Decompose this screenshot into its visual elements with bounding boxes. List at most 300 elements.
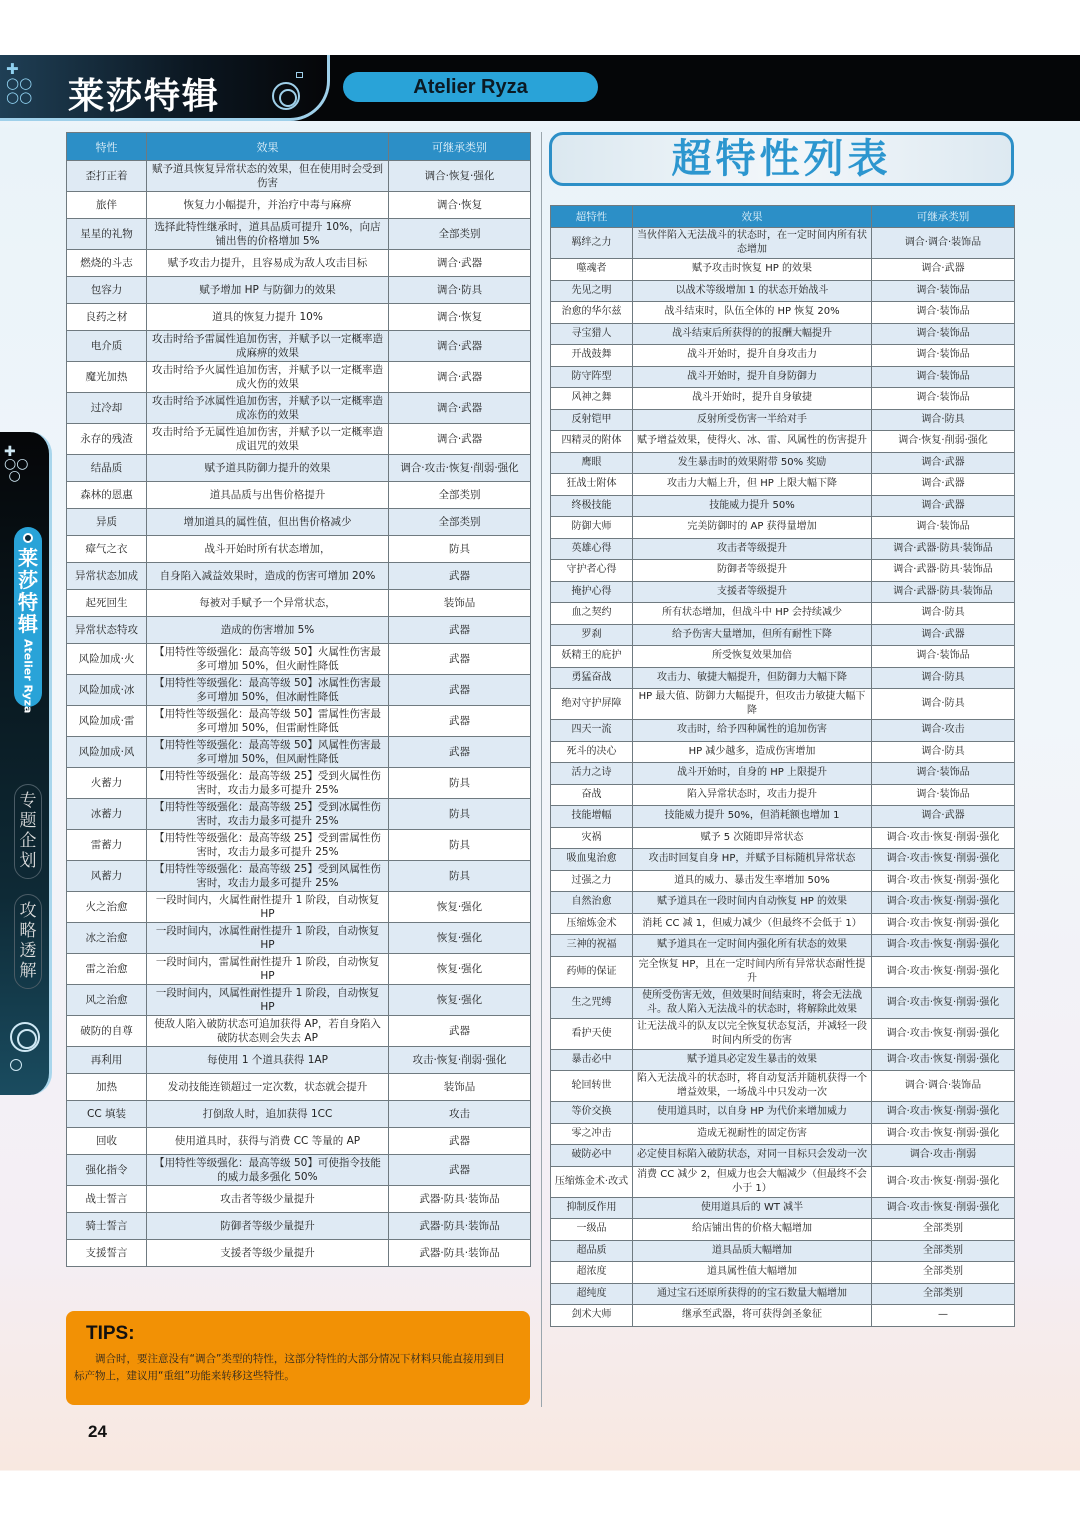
table-row [551, 581, 1015, 603]
gamepad-dots-icon: ✚ ○○ ○○ [6, 60, 33, 106]
table-row [551, 452, 1015, 474]
trait-category: 恢复·强化 [389, 923, 531, 954]
table-row [551, 280, 1015, 302]
trait-category: 调合·武器 [872, 624, 1015, 646]
super-traits-banner [549, 132, 1014, 186]
trait-name: 森林的恩惠 [67, 482, 147, 509]
trait-effect: 所受恢复效果加倍 [633, 646, 872, 668]
trait-category: 武器 [389, 1155, 531, 1186]
table-row [551, 892, 1015, 914]
table-row [551, 646, 1015, 668]
trait-category: 武器 [389, 737, 531, 768]
trait-category: 调合·装饰品 [872, 302, 1015, 324]
table-row [551, 1018, 1015, 1049]
trait-category: 全部类别 [872, 1283, 1015, 1305]
trait-name: 鹰眼 [551, 452, 633, 474]
trait-category: 武器 [389, 675, 531, 706]
table-row [67, 799, 531, 830]
sidebar-tab-guide[interactable]: 攻略透解 [14, 894, 42, 989]
table-row [551, 474, 1015, 496]
trait-category: 调合·攻击·恢复·削弱·强化 [872, 1049, 1015, 1071]
header-effect: 效果 [147, 133, 389, 161]
traits-table [66, 132, 531, 1267]
page-number: 24 [88, 1422, 107, 1441]
table-row [551, 1240, 1015, 1262]
table-row [551, 517, 1015, 539]
table-row [67, 277, 531, 304]
trait-category: 调合·攻击·恢复·削弱·强化 [872, 849, 1015, 871]
trait-effect: 赋予道具在一段时间内自动恢复 HP 的效果 [633, 892, 872, 914]
table-row [551, 624, 1015, 646]
table-row [551, 935, 1015, 957]
trait-name: 异质 [67, 509, 147, 536]
trait-name: 超浓度 [551, 1262, 633, 1284]
trait-effect: 【用特性等级强化：最高等级 50】可使指令技能的威力最多强化 50% [147, 1155, 389, 1186]
trait-effect: 攻击时给予冰属性追加伤害，并赋予以一定概率造成冻伤的效果 [147, 393, 389, 424]
trait-effect: 道具属性值大幅增加 [633, 1262, 872, 1284]
table-row [551, 1145, 1015, 1167]
table-row [551, 784, 1015, 806]
table-row [551, 538, 1015, 560]
trait-category: 调合·攻击·恢复·削弱·强化 [872, 1123, 1015, 1145]
table-row [551, 913, 1015, 935]
column-divider [541, 132, 542, 1407]
trait-name: 四天一流 [551, 720, 633, 742]
trait-name: 强化指令 [67, 1155, 147, 1186]
table-row [67, 250, 531, 277]
trait-name: 破防的自尊 [67, 1016, 147, 1047]
table-row [551, 987, 1015, 1018]
trait-name: 四精灵的附体 [551, 431, 633, 453]
trait-category: 调合·防具 [389, 277, 531, 304]
trait-effect: 一段时间内，火属性耐性提升 1 阶段，自动恢复 HP [147, 892, 389, 923]
trait-category: 装饰品 [389, 1074, 531, 1101]
trait-effect: 攻击者等级少量提升 [147, 1186, 389, 1213]
trait-category: 调合·攻击·恢复·削弱·强化 [872, 870, 1015, 892]
trait-category: 调合·恢复 [389, 304, 531, 331]
sidebar [0, 432, 52, 1095]
trait-effect: 战斗开始时，提升自身敏捷 [633, 388, 872, 410]
trait-effect: 赋予增加 HP 与防御力的效果 [147, 277, 389, 304]
trait-name: 战士誓言 [67, 1186, 147, 1213]
trait-category: 调合·恢复 [389, 192, 531, 219]
trait-effect: 使用道具时，获得与消费 CC 等量的 AP [147, 1128, 389, 1155]
trait-effect: 造成无视耐性的固定伤害 [633, 1123, 872, 1145]
table-row [551, 806, 1015, 828]
trait-effect: 防御者等级提升 [633, 560, 872, 582]
trait-effect: 战斗开始时，提升自身防御力 [633, 366, 872, 388]
tips-text: 调合时，要注意没有“调合”类型的特性，这部分特性的大部分情况下材料只能直接用到目标产物上，建议用“重组”功能来转移这些特性。 [74, 1353, 505, 1382]
trait-category: 调合·防具 [872, 667, 1015, 689]
trait-name: 治愈的华尔兹 [551, 302, 633, 324]
trait-name: 先见之明 [551, 280, 633, 302]
sidebar-tab-title-text: 莱 莎 特 辑 [18, 546, 38, 636]
trait-effect: 继承至武器，将可获得剑圣象征 [633, 1305, 872, 1327]
trait-effect: 【用特性等级强化：最高等级 50】火属性伤害最多可增加 50%，但火耐性降低 [147, 644, 389, 675]
trait-name: 超品质 [551, 1240, 633, 1262]
table-row [67, 768, 531, 799]
trait-category: 调合·武器 [389, 362, 531, 393]
table-row [551, 1123, 1015, 1145]
sidebar-tab-feature[interactable]: 专题企划 [14, 784, 42, 879]
trait-name: 噬魂者 [551, 259, 633, 281]
trait-name: 妖精王的庇护 [551, 646, 633, 668]
trait-name: 火蓄力 [67, 768, 147, 799]
trait-category: 武器 [389, 706, 531, 737]
banner-title: 超特性列表 [671, 136, 892, 182]
trait-effect: 陷入无法战斗的状态时，将自动复活并随机获得一个增益效果，一场战斗中只发动一次 [633, 1071, 872, 1102]
trait-name: 风蓄力 [67, 861, 147, 892]
trait-effect: 增加道具的属性值，但出售价格减少 [147, 509, 389, 536]
trait-category: 调合·防具 [872, 409, 1015, 431]
trait-category: 装饰品 [389, 590, 531, 617]
trait-effect: 消费 CC 减少 2，但威力也会大幅减少（但最终不会小于 1） [633, 1166, 872, 1197]
trait-effect: 道具的威力、暴击发生率增加 50% [633, 870, 872, 892]
trait-effect: 一段时间内，风属性耐性提升 1 阶段，自动恢复 HP [147, 985, 389, 1016]
table-row [67, 1047, 531, 1074]
trait-name: 魔光加热 [67, 362, 147, 393]
trait-effect: 【用特性等级强化：最高等级 50】风属性伤害最多可增加 50%，但风耐性降低 [147, 737, 389, 768]
trait-effect: 攻击时回复自身 HP，并赋予目标随机异常状态 [633, 849, 872, 871]
trait-effect: 赋予道具必定发生暴击的效果 [633, 1049, 872, 1071]
trait-name: 歪打正着 [67, 161, 147, 192]
trait-name: 瘴气之衣 [67, 536, 147, 563]
trait-category: — [872, 1305, 1015, 1327]
header-trait: 特性 [67, 133, 147, 161]
trait-effect: 【用特性等级强化：最高等级 25】受到火属性伤害时，攻击力最多可提升 25% [147, 768, 389, 799]
table-row [67, 219, 531, 250]
trait-category: 调合·攻击·恢复·削弱·强化 [872, 987, 1015, 1018]
trait-name: 加热 [67, 1074, 147, 1101]
table-header-row [551, 206, 1015, 228]
trait-category: 调合·防具 [872, 603, 1015, 625]
trait-effect: 选择此特性继承时，道具品质可提升 10%，向店铺出售的价格增加 5% [147, 219, 389, 250]
trait-category: 防具 [389, 830, 531, 861]
table-row [67, 393, 531, 424]
circle-icon [10, 1059, 22, 1071]
trait-name: 异常状态特攻 [67, 617, 147, 644]
trait-name: 过强之力 [551, 870, 633, 892]
table-row [551, 323, 1015, 345]
trait-effect: 攻击时给予火属性追加伤害，并赋予以一定概率造成火伤的效果 [147, 362, 389, 393]
trait-name: 自然治愈 [551, 892, 633, 914]
trait-effect: 当伙伴陷入无法战斗的状态时，在一定时间内所有状态增加 [633, 228, 872, 259]
trait-category: 调合·装饰品 [872, 366, 1015, 388]
trait-category: 攻击·恢复·削弱·强化 [389, 1047, 531, 1074]
table-row [551, 345, 1015, 367]
trait-name: 吸血鬼治愈 [551, 849, 633, 871]
trait-category: 武器·防具·装饰品 [389, 1240, 531, 1267]
table-row [67, 161, 531, 192]
table-row [67, 892, 531, 923]
table-row [67, 1101, 531, 1128]
table-row [551, 366, 1015, 388]
trait-effect: 恢复力小幅提升，并治疗中毒与麻痹 [147, 192, 389, 219]
trait-name: 血之契约 [551, 603, 633, 625]
trait-name: 防御大师 [551, 517, 633, 539]
trait-category: 调合·攻击·恢复·削弱·强化 [872, 956, 1015, 987]
table-row [551, 1166, 1015, 1197]
table-row [67, 482, 531, 509]
trait-name: 狂战士附体 [551, 474, 633, 496]
trait-category: 武器·防具·装饰品 [389, 1213, 531, 1240]
trait-name: 暴击必中 [551, 1049, 633, 1071]
table-row [67, 985, 531, 1016]
header-effect: 效果 [633, 206, 872, 228]
trait-category: 武器 [389, 1016, 531, 1047]
table-row [551, 849, 1015, 871]
trait-effect: 道具品质与出售价格提升 [147, 482, 389, 509]
trait-category: 调合·装饰品 [872, 784, 1015, 806]
trait-name: 灾祸 [551, 827, 633, 849]
trait-name: 英雄心得 [551, 538, 633, 560]
trait-name: 风险加成·风 [67, 737, 147, 768]
ring-icon [10, 1022, 40, 1052]
trait-category: 武器·防具·装饰品 [389, 1186, 531, 1213]
ring-icon [272, 82, 300, 110]
trait-category: 防具 [389, 768, 531, 799]
trait-category: 调合·装饰品 [872, 646, 1015, 668]
trait-category: 调合·武器 [389, 331, 531, 362]
trait-effect: 赋予攻击力提升，且容易成为敌人攻击目标 [147, 250, 389, 277]
trait-name: 技能增幅 [551, 806, 633, 828]
trait-effect: 给店铺出售的价格大幅增加 [633, 1219, 872, 1241]
trait-name: 药师的保证 [551, 956, 633, 987]
trait-category: 调合·调合·装饰品 [872, 1071, 1015, 1102]
trait-category: 武器 [389, 1128, 531, 1155]
trait-name: 冰之治愈 [67, 923, 147, 954]
trait-category: 调合·装饰品 [872, 323, 1015, 345]
bullet-icon [23, 533, 33, 543]
trait-category: 攻击 [389, 1101, 531, 1128]
trait-name: 骑士誓言 [67, 1213, 147, 1240]
trait-name: 雷蓄力 [67, 830, 147, 861]
trait-effect: 所有状态增加，但战斗中 HP 会持续减少 [633, 603, 872, 625]
trait-effect: 一段时间内，冰属性耐性提升 1 阶段，自动恢复 HP [147, 923, 389, 954]
trait-effect: 战斗结束后所获得的的报酬大幅提升 [633, 323, 872, 345]
trait-effect: 使用道具时，以自身 HP 为代价来增加威力 [633, 1102, 872, 1124]
trait-name: 过冷却 [67, 393, 147, 424]
trait-effect: 道具的恢复力提升 10% [147, 304, 389, 331]
table-row [67, 192, 531, 219]
table-row [551, 1262, 1015, 1284]
trait-name: 破防必中 [551, 1145, 633, 1167]
trait-effect: 攻击力大幅上升，但 HP 上限大幅下降 [633, 474, 872, 496]
trait-effect: HP 减少越多，造成伤害增加 [633, 741, 872, 763]
trait-name: 支援誓言 [67, 1240, 147, 1267]
table-row [67, 331, 531, 362]
trait-effect: 【用特性等级强化：最高等级 50】雷属性伤害最多可增加 50%，但雷耐性降低 [147, 706, 389, 737]
trait-category: 恢复·强化 [389, 985, 531, 1016]
trait-category: 调合·武器 [872, 452, 1015, 474]
trait-name: 超纯度 [551, 1283, 633, 1305]
header-category: 可继承类别 [389, 133, 531, 161]
trait-category: 调合·攻击·恢复·削弱·强化 [872, 827, 1015, 849]
trait-name: 抑制反作用 [551, 1197, 633, 1219]
trait-name: 冰蓄力 [67, 799, 147, 830]
trait-category: 防具 [389, 536, 531, 563]
trait-category: 恢复·强化 [389, 892, 531, 923]
trait-name: 三神的祝福 [551, 935, 633, 957]
trait-category: 调合·装饰品 [872, 517, 1015, 539]
trait-name: 看护天使 [551, 1018, 633, 1049]
table-row [67, 1213, 531, 1240]
trait-name: 防守阵型 [551, 366, 633, 388]
table-row [551, 603, 1015, 625]
trait-category: 调合·武器·防具·装饰品 [872, 560, 1015, 582]
trait-name: 等价交换 [551, 1102, 633, 1124]
trait-effect: 支援者等级提升 [633, 581, 872, 603]
trait-name: 起死回生 [67, 590, 147, 617]
trait-effect: 技能威力提升 50%，但消耗额也增加 1 [633, 806, 872, 828]
table-row [551, 720, 1015, 742]
trait-effect: 完美防御时的 AP 获得量增加 [633, 517, 872, 539]
table-row [551, 1197, 1015, 1219]
trait-category: 调合·防具 [872, 689, 1015, 720]
table-row [67, 424, 531, 455]
trait-effect: 【用特性等级强化：最高等级 25】受到雷属性伤害时，攻击力最多可提升 25% [147, 830, 389, 861]
table-row [67, 737, 531, 768]
trait-category: 调合·装饰品 [872, 388, 1015, 410]
trait-effect: 攻击时，给予四种属性的追加伤害 [633, 720, 872, 742]
trait-effect: 通过宝石还原所获得的的宝石数量大幅增加 [633, 1283, 872, 1305]
trait-effect: 攻击时给予雷属性追加伤害，并赋予以一定概率造成麻痹的效果 [147, 331, 389, 362]
trait-effect: 战斗开始时，自身的 HP 上限提升 [633, 763, 872, 785]
sidebar-tab-title [14, 547, 42, 635]
trait-effect: 使所受伤害无效，但效果时间结束时，将会无法战斗。敌人陷入无法战斗的状态时，将解除此效果 [633, 987, 872, 1018]
trait-name: 零之冲击 [551, 1123, 633, 1145]
table-row [67, 644, 531, 675]
trait-effect: 赋予道具在一定时间内强化所有状态的效果 [633, 935, 872, 957]
trait-name: 羁绊之力 [551, 228, 633, 259]
trait-effect: 技能威力提升 50% [633, 495, 872, 517]
trait-effect: 赋予 5 次随即异常状态 [633, 827, 872, 849]
trait-category: 调合·武器·防具·装饰品 [872, 538, 1015, 560]
trait-name: 一级品 [551, 1219, 633, 1241]
trait-name: 奋战 [551, 784, 633, 806]
table-row [67, 861, 531, 892]
trait-effect: 自身陷入减益效果时，造成的伤害可增加 20% [147, 563, 389, 590]
table-row [67, 923, 531, 954]
page-title: 莱莎特辑 [68, 76, 221, 117]
trait-name: 生之咒缚 [551, 987, 633, 1018]
trait-name: 绝对守护屏障 [551, 689, 633, 720]
table-row [551, 956, 1015, 987]
trait-effect: 赋予道具恢复异常状态的效果，但在使用时会受到伤害 [147, 161, 389, 192]
table-row [551, 388, 1015, 410]
trait-effect: 攻击时给予无属性追加伤害，并赋予以一定概率造成诅咒的效果 [147, 424, 389, 455]
table-row [67, 1155, 531, 1186]
table-row [67, 1186, 531, 1213]
trait-category: 调合·武器 [389, 393, 531, 424]
trait-name: 风险加成·火 [67, 644, 147, 675]
trait-category: 全部类别 [389, 482, 531, 509]
trait-name: 勇猛奋战 [551, 667, 633, 689]
table-row [551, 689, 1015, 720]
trait-name: 电介质 [67, 331, 147, 362]
trait-effect: 防御者等级少量提升 [147, 1213, 389, 1240]
table-row [551, 870, 1015, 892]
table-row [551, 560, 1015, 582]
table-row [551, 1049, 1015, 1071]
brand-label: Atelier Ryza [343, 72, 598, 102]
table-row [551, 667, 1015, 689]
trait-effect: 消耗 CC 减 1，但威力减少（但最终不会低于 1） [633, 913, 872, 935]
table-row [551, 228, 1015, 259]
trait-name: 风神之舞 [551, 388, 633, 410]
trait-name: 轮回转世 [551, 1071, 633, 1102]
trait-name: 终极技能 [551, 495, 633, 517]
trait-name: 包容力 [67, 277, 147, 304]
header-category: 可继承类别 [872, 206, 1015, 228]
table-row [67, 1074, 531, 1101]
trait-category: 调合·装饰品 [872, 345, 1015, 367]
trait-category: 全部类别 [872, 1240, 1015, 1262]
trait-name: 死斗的决心 [551, 741, 633, 763]
table-row [67, 563, 531, 590]
sidebar-tab-ryza[interactable] [14, 527, 42, 714]
trait-category: 调合·攻击 [872, 720, 1015, 742]
trait-name: 再利用 [67, 1047, 147, 1074]
trait-effect: 让无法战斗的队友以完全恢复状态复活，并减轻一段时间内所受的伤害 [633, 1018, 872, 1049]
trait-category: 调合·攻击·恢复·削弱·强化 [872, 892, 1015, 914]
trait-name: 回收 [67, 1128, 147, 1155]
table-row [67, 304, 531, 331]
trait-name: 罗刹 [551, 624, 633, 646]
table-row [551, 495, 1015, 517]
trait-name: 火之治愈 [67, 892, 147, 923]
table-row [67, 1128, 531, 1155]
trait-effect: 每使用 1 个道具获得 1AP [147, 1047, 389, 1074]
trait-name: 雷之治愈 [67, 954, 147, 985]
trait-effect: 以战术等级增加 1 的状态开始战斗 [633, 280, 872, 302]
trait-name: 异常状态加成 [67, 563, 147, 590]
trait-name: 永存的残渣 [67, 424, 147, 455]
trait-name: 星星的礼物 [67, 219, 147, 250]
trait-effect: 必定使目标陷入破防状态，对同一目标只会发动一次 [633, 1145, 872, 1167]
trait-category: 调合·攻击·恢复·削弱·强化 [872, 913, 1015, 935]
trait-effect: 赋予攻击时恢复 HP 的效果 [633, 259, 872, 281]
trait-category: 调合·防具 [872, 741, 1015, 763]
trait-effect: HP 最大值、防御力大幅提升，但攻击力敏捷大幅下降 [633, 689, 872, 720]
trait-category: 调合·攻击·恢复·削弱·强化 [872, 1166, 1015, 1197]
trait-effect: 攻击者等级提升 [633, 538, 872, 560]
table-row [551, 1071, 1015, 1102]
trait-effect: 【用特性等级强化：最高等级 50】冰属性伤害最多可增加 50%，但冰耐性降低 [147, 675, 389, 706]
trait-name: 旅伴 [67, 192, 147, 219]
square-icon [296, 72, 303, 78]
trait-effect: 一段时间内，雷属性耐性提升 1 阶段，自动恢复 HP [147, 954, 389, 985]
trait-name: 风险加成·冰 [67, 675, 147, 706]
header-trait: 超特性 [551, 206, 633, 228]
trait-effect: 【用特性等级强化：最高等级 25】受到风属性伤害时，攻击力最多可提升 25% [147, 861, 389, 892]
trait-effect: 发生暴击时的效果附带 50% 奖励 [633, 452, 872, 474]
trait-effect: 【用特性等级强化：最高等级 25】受到冰属性伤害时，攻击力最多可提升 25% [147, 799, 389, 830]
trait-category: 武器 [389, 563, 531, 590]
sidebar-tab-sub: Atelier Ryza [21, 639, 35, 714]
table-row [551, 259, 1015, 281]
table-row [67, 1016, 531, 1047]
trait-name: 开战鼓舞 [551, 345, 633, 367]
tips-title: TIPS: [86, 1323, 135, 1344]
trait-name: 良药之材 [67, 304, 147, 331]
trait-category: 调合·武器 [872, 495, 1015, 517]
trait-effect: 给予伤害大量增加，但所有耐性下降 [633, 624, 872, 646]
table-header-row [67, 133, 531, 161]
super-traits-table [550, 205, 1015, 1327]
trait-category: 恢复·强化 [389, 954, 531, 985]
table-row [551, 763, 1015, 785]
